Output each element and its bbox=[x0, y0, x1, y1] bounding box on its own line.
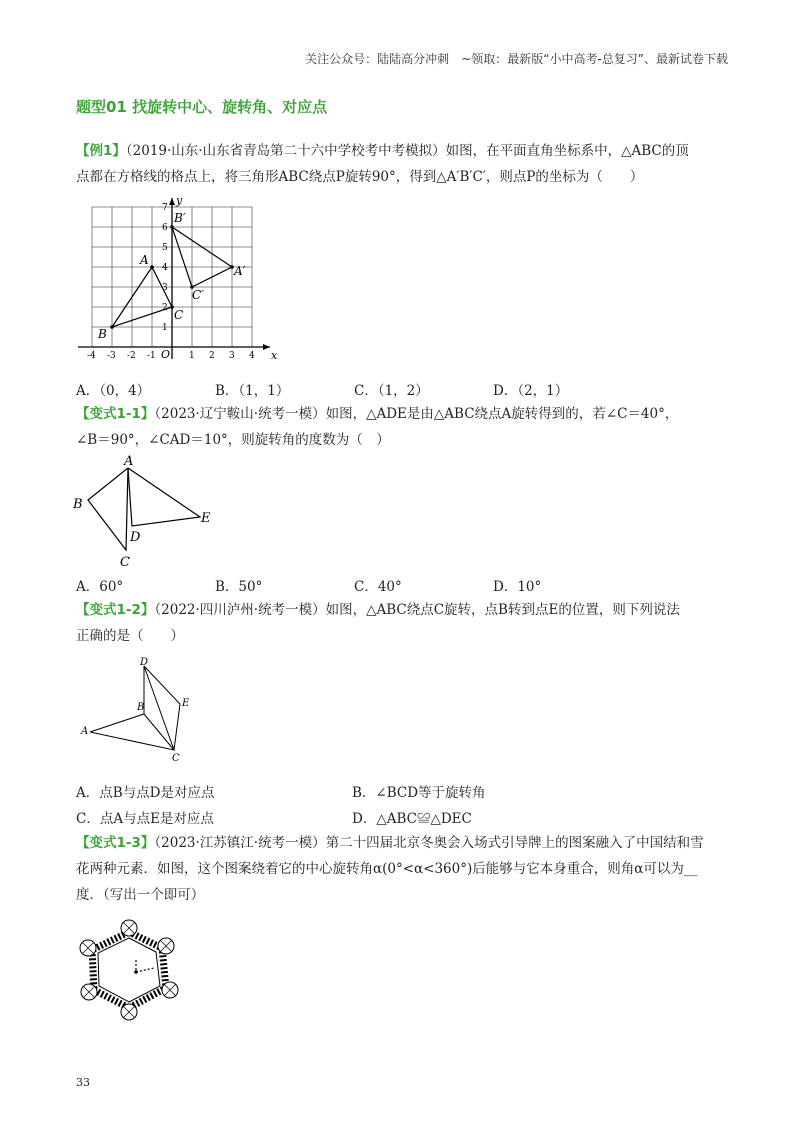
center-rotation-lines bbox=[136, 960, 154, 972]
q4-snowflake-knot-figure bbox=[76, 918, 182, 1022]
q2-line1: （2023·辽宁鞍山·统考一模）如图，△ADE是由△ABC绕点A旋转得到的，若∠C＝40°， bbox=[154, 406, 679, 422]
y-tick: 2 bbox=[162, 303, 168, 313]
y-tick: 4 bbox=[162, 263, 168, 273]
q2-option-d: D．10° bbox=[493, 579, 542, 595]
q1-option-b: B．（1，1） bbox=[215, 383, 290, 399]
q4-line1: （2023·江苏镇江·统考一模）第二十四届北京冬奥会入场式引导牌上的图案融入了中国结和雪 bbox=[154, 835, 704, 851]
label-b: B bbox=[137, 702, 145, 713]
page-number: 33 bbox=[76, 1076, 90, 1089]
q2-line2: ∠B＝90°，∠CAD＝10°，则旋转角的度数为（ ） bbox=[76, 432, 390, 448]
q2-option-b: B．50° bbox=[215, 579, 263, 595]
section-title: 题型01 找旋转中心、旋转角、对应点 bbox=[76, 98, 328, 116]
q1-line2: 点都在方格线的格点上，将三角形ABC绕点P旋转90°，得到△A′B′C′，则点P的坐标为（ ） bbox=[76, 169, 644, 185]
label-c: C bbox=[172, 753, 180, 764]
x-tick: -3 bbox=[107, 351, 116, 361]
label-b-prime: B′ bbox=[174, 211, 186, 225]
triangle-abc bbox=[90, 714, 174, 750]
triangle-abc bbox=[88, 468, 128, 550]
x-tick: 2 bbox=[209, 351, 215, 361]
x-tick: -4 bbox=[87, 351, 96, 361]
label-e: E bbox=[201, 511, 211, 526]
q2-option-a: A．60° bbox=[76, 579, 124, 595]
label-a: A bbox=[140, 253, 149, 267]
axis-y-label: y bbox=[176, 194, 183, 207]
x-tick: -1 bbox=[147, 351, 156, 361]
q1-option-d: D．（2，1） bbox=[493, 383, 569, 399]
label-a: A bbox=[124, 454, 134, 469]
label-c-prime: C′ bbox=[192, 288, 204, 302]
label-a-prime: A′ bbox=[234, 264, 246, 278]
q2-option-c: C．40° bbox=[354, 579, 402, 595]
q4-line3: 度．（写出一个即可） bbox=[76, 887, 205, 903]
x-tick: -2 bbox=[127, 351, 136, 361]
q3-line2: 正确的是（ ） bbox=[76, 628, 184, 644]
y-tick: 7 bbox=[162, 203, 168, 213]
center-point bbox=[134, 970, 138, 974]
q1-option-a: A．（0，4） bbox=[76, 383, 151, 399]
origin-label: O bbox=[161, 348, 171, 361]
q1-text bbox=[76, 138, 726, 190]
triangle-abc bbox=[112, 267, 172, 327]
knot-frame bbox=[92, 932, 166, 1008]
label-e: E bbox=[182, 698, 190, 709]
page-header: 关注公众号：陆陆高分冲刺 ~领取：最新版“小中高考-总复习”、最新试卷下载 bbox=[305, 52, 728, 66]
triangle-abc-prime bbox=[172, 227, 232, 287]
x-tick: 3 bbox=[229, 351, 235, 361]
x-tick: 4 bbox=[249, 351, 255, 361]
q3-tag: 【变式1-2】 bbox=[76, 602, 155, 618]
q3-figure bbox=[78, 654, 208, 764]
x-tick: 1 bbox=[189, 351, 195, 361]
y-tick: 1 bbox=[162, 323, 168, 333]
q2-text bbox=[76, 401, 726, 453]
label-c: C bbox=[174, 308, 184, 322]
y-ticks bbox=[162, 203, 168, 333]
label-b: B bbox=[73, 497, 83, 512]
y-tick: 5 bbox=[162, 243, 168, 253]
label-c: C bbox=[120, 555, 130, 570]
q2-figure bbox=[70, 452, 220, 570]
y-axis-arrow bbox=[169, 198, 175, 205]
x-ticks bbox=[87, 351, 255, 361]
q1-figure bbox=[70, 194, 285, 366]
label-b: B bbox=[98, 327, 107, 341]
q1-tag: 【例1】 bbox=[76, 143, 126, 159]
q1-option-c: C．（1，2） bbox=[354, 383, 429, 399]
q3-text bbox=[76, 597, 726, 649]
q1-line1: （2019·山东·山东省青岛第二十六中学校考中考模拟）如图，在平面直角坐标系中，△ABC的顶 bbox=[125, 143, 689, 159]
q2-tag: 【变式1-1】 bbox=[76, 406, 155, 422]
triangle-ade bbox=[128, 468, 200, 526]
q3-option-b: B．∠BCD等于旋转角 bbox=[352, 785, 486, 801]
q3-line1: （2022·四川泸州·统考一模）如图，△ABC绕点C旋转，点B转到点E的位置，则下列说法 bbox=[154, 602, 680, 618]
q3-option-a: A．点B与点D是对应点 bbox=[76, 785, 215, 801]
triangle-dec bbox=[144, 666, 180, 750]
q4-line2: 花两种元素．如图，这个图案绕着它的中心旋转角α(0°<α<360°)后能够与它本身重合，则角α可以为__ bbox=[76, 861, 698, 877]
q4-tag: 【变式1-3】 bbox=[76, 835, 155, 851]
axis-x-label: x bbox=[271, 349, 278, 362]
label-d: D bbox=[140, 657, 149, 668]
q3-option-c: C．点A与点E是对应点 bbox=[76, 811, 214, 827]
knot-loops bbox=[80, 920, 178, 1020]
q3-option-d: D．△ABC≌△DEC bbox=[352, 811, 472, 827]
y-tick: 3 bbox=[162, 283, 168, 293]
label-d: D bbox=[130, 530, 141, 545]
label-a: A bbox=[81, 726, 89, 737]
y-tick: 6 bbox=[162, 223, 168, 233]
x-axis-arrow bbox=[263, 344, 270, 350]
q4-text bbox=[76, 830, 726, 908]
